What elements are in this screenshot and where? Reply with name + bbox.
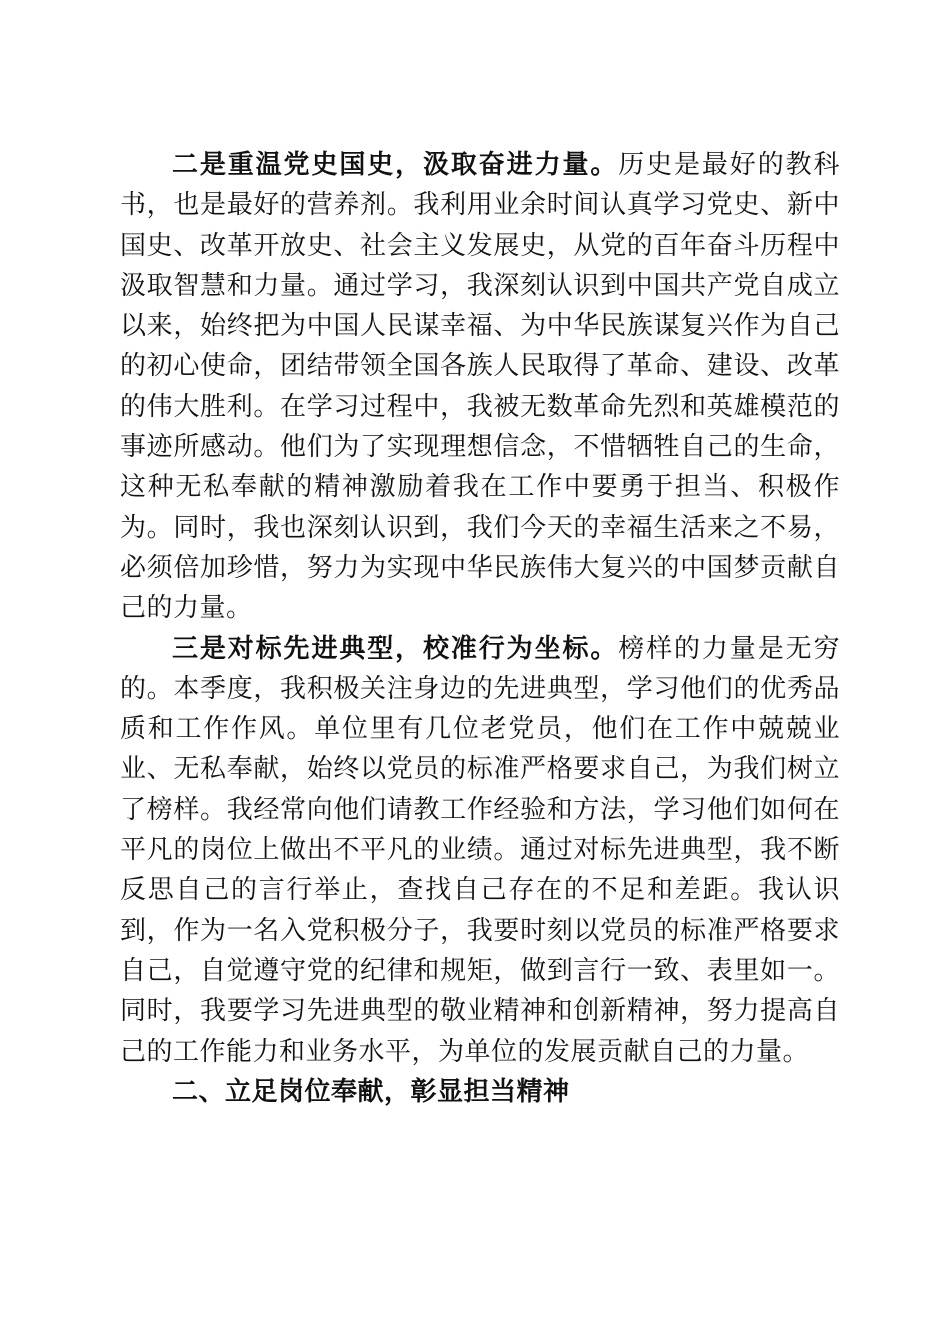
paragraph-text-party-history: 历史是最好的教科书，也是最好的营养剂。我利用业余时间认真学习党史、新中国史、改革开放史、社会主义发展史，从党的百年奋斗历程中汲取智慧和力量。通过学习，我深刻认识到中国共产党自成立以来，始终把为中国人民谋幸福、为中华民族谋复兴作为自己的初心使命，团结带领全国各族人民取得了革命、建设、改革的伟大胜利。在学习过程中，我被无数革命先烈和英雄模范的事迹所感动。他们为了实现理想信念，不惜牺牲自己的生命，这种无私奉献的精神激励着我在工作中要勇于担当、积极作为。同时，我也深刻认识到，我们今天的幸福生活来之不易，必须倍加珍惜，努力为实现中华民族伟大复兴的中国梦贡献自己的力量。 xyxy=(120,150,840,624)
section-heading: 二、立足岗位奉献，彰显担当精神 xyxy=(172,1076,570,1107)
paragraph-text-role-models: 榜样的力量是无穷的。本季度，我积极关注身边的先进典型，学习他们的优秀品质和工作作风。单位里有几位老党员，他们在工作中兢兢业业、无私奉献，始终以党员的标准严格要求自己，为我们树立了榜样。我经常向他们请教工作经验和方法，学习他们如何在平凡的岗位上做出不平凡的业绩。通过对标先进典型，我不断反思自己的言行举止，查找自己存在的不足和差距。我认识到，作为一名入党积极分子，我要时刻以党员的标准严格要求自己，自觉遵守党的纪律和规矩，做到言行一致、表里如一。同时，我要学习先进典型的敬业精神和创新精神，努力提高自己的工作能力和业务水平，为单位的发展贡献自己的力量。 xyxy=(120,633,840,1067)
paragraph-lead-party-history: 二是重温党史国史，汲取奋进力量。 xyxy=(172,150,619,180)
paragraph-role-models xyxy=(120,629,840,1072)
paragraph-party-history xyxy=(120,145,840,629)
paragraph-lead-role-models: 三是对标先进典型，校准行为坐标。 xyxy=(172,633,619,664)
document-body xyxy=(120,145,840,1112)
